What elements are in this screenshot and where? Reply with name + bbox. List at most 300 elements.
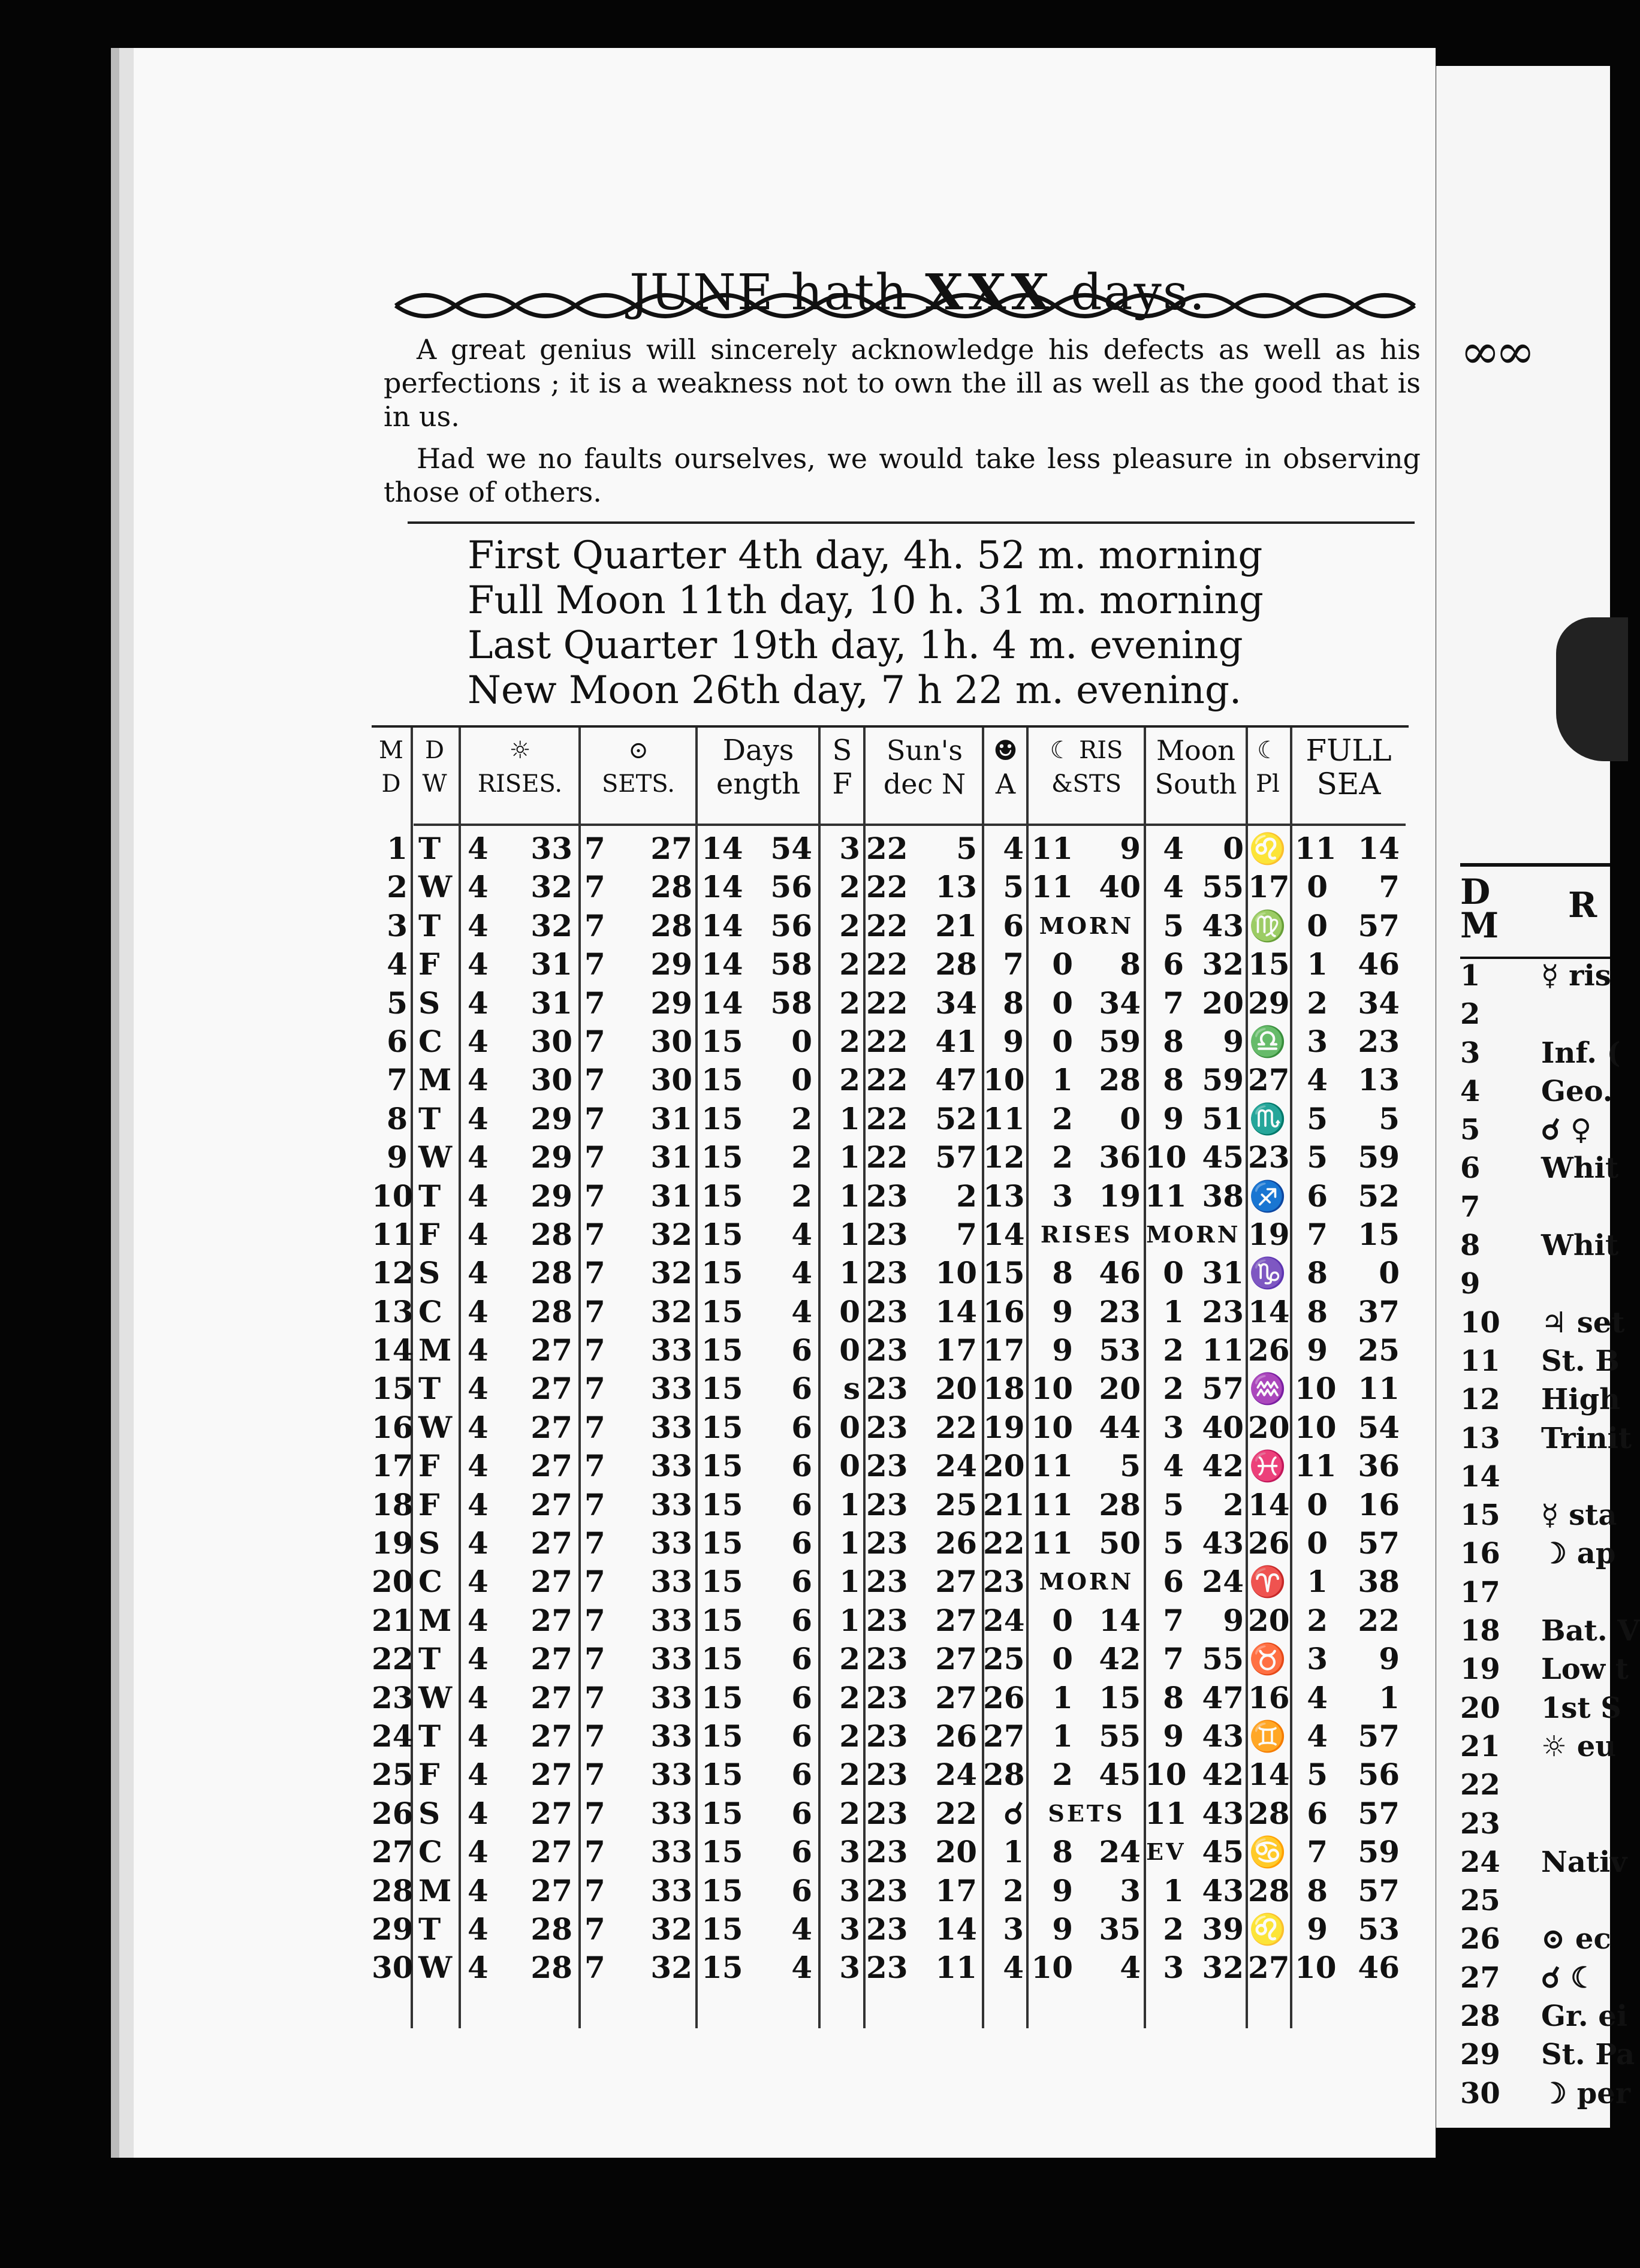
cell-rm: 31 [530,985,572,1021]
cell-rm: 29 [530,1178,572,1214]
cell-sf: 3 [839,831,860,866]
cell-mh: 11 [1031,1448,1073,1484]
cell-sh: 7 [584,1062,605,1098]
cell-dmn: 24 [935,1757,977,1793]
cell-dw: T [418,1718,441,1754]
cell-sf: 1 [839,1216,860,1252]
cell-mm: 4 [1120,1950,1141,1986]
cell-som: 43 [1202,1525,1244,1561]
cell-mm: 15 [1099,1679,1141,1715]
cell-moon-label: RISES [1040,1220,1133,1248]
cell-dh: 15 [701,1486,743,1522]
cell-dd: 23 [866,1718,908,1754]
cell-rh: 4 [468,1679,489,1715]
cell-sm: 33 [650,1525,692,1561]
cell-rm: 27 [530,1409,572,1445]
cell-dw: T [418,831,441,866]
cell-fh: 2 [1307,1602,1328,1638]
cell-dmn: 24 [935,1448,977,1484]
cell-dh: 15 [701,1178,743,1214]
cell-fm: 57 [1358,1872,1400,1908]
cell-dw: W [418,1679,453,1715]
cell-mm: 9 [1120,831,1141,866]
cell-fh: 4 [1307,1062,1328,1098]
facing-row-day: 5 [1460,1113,1481,1147]
cell-dmn: 25 [935,1486,977,1522]
cell-dw: C [418,1293,442,1329]
cell-dd: 22 [866,907,908,943]
facing-row-text: ⊙ ec [1541,1922,1611,1956]
facing-row [1460,1576,1610,1614]
cell-rh: 4 [468,946,489,982]
facing-row [1460,1036,1621,1075]
cell-sh: 7 [584,946,605,982]
cell-age: 2 [1003,1872,1024,1908]
ornament-icon: ∞∞ [1460,324,1531,379]
cell-sm: 28 [650,869,692,905]
cell-som: 0 [1223,831,1244,866]
cell-som: 57 [1202,1371,1244,1407]
cell-mm: 53 [1099,1332,1141,1368]
cell-fm: 7 [1379,869,1400,905]
cell-mh: 9 [1052,1332,1073,1368]
moon-phase-last-quarter: Last Quarter 19th day, 1h. 4 m. evening [468,623,1243,668]
cell-dm: 6 [791,1448,812,1484]
table-row [372,1833,1409,1871]
cell-sf: s [843,1371,860,1407]
cell-age: 1 [1003,1834,1024,1870]
header-sun-rises: ☼ RISES. [462,734,578,801]
cell-dmn: 27 [935,1564,977,1600]
cell-som: 9 [1223,1602,1244,1638]
facing-row-day: 19 [1460,1652,1500,1687]
cell-age: 26 [983,1679,1025,1715]
facing-row [1460,1652,1629,1691]
cell-sh: 7 [584,1293,605,1329]
cell-rh: 4 [468,1911,489,1947]
table-row [372,907,1409,945]
crescent-moon-icon: ☾ [1257,737,1279,764]
cell-age: 22 [983,1525,1025,1561]
cell-dh: 15 [701,1448,743,1484]
cell-sf: 2 [839,1641,860,1677]
cell-pl: 16 [1248,1679,1290,1715]
cell-dh: 15 [701,1100,743,1136]
cell-sh: 7 [584,1255,605,1291]
cell-rh: 4 [468,831,489,866]
table-row [372,1486,1409,1524]
cell-dm: 6 [791,1525,812,1561]
cell-som: 59 [1202,1062,1244,1098]
cell-sf: 1 [839,1602,860,1638]
cell-fh: 6 [1307,1795,1328,1831]
cell-fm: 14 [1358,831,1400,866]
facing-row-text: Gr. ei [1541,1999,1628,2034]
cell-rm: 28 [530,1950,572,1986]
table-row [372,1293,1409,1331]
facing-row [1460,1807,1610,1845]
cell-rh: 4 [468,1448,489,1484]
cell-soh: 1 [1163,1293,1184,1329]
cell-soh: 5 [1163,1486,1184,1522]
header-moon-place: ☾ Pl [1247,734,1289,801]
cell-md: 6 [387,1023,408,1059]
cell-moon-label: MORN [1039,1568,1134,1596]
cell-soh: 4 [1163,831,1184,866]
cell-age: 4 [1003,831,1024,866]
cell-sf: 3 [839,1872,860,1908]
cell-som: 23 [1202,1293,1244,1329]
cell-dh: 14 [701,869,743,905]
cell-som: 20 [1202,985,1244,1021]
cell-pl: 29 [1248,985,1290,1021]
cell-sm: 29 [650,946,692,982]
cell-fh: 11 [1295,831,1337,866]
cell-sm: 33 [650,1486,692,1522]
cell-dmn: 5 [956,831,977,866]
cell-dmn: 27 [935,1602,977,1638]
cell-fm: 9 [1379,1641,1400,1677]
cell-rm: 27 [530,1757,572,1793]
cell-fm: 11 [1358,1371,1400,1407]
cell-md: 1 [387,831,408,866]
cell-dw: F [418,946,440,982]
facing-row-text: ☽ per [1541,2076,1631,2110]
cell-dw: W [418,1950,453,1986]
cell-som: 32 [1202,1950,1244,1986]
title-prefix: JUNE hath [629,264,909,321]
cell-pl: ♌ [1249,1911,1287,1947]
table-row [372,1756,1409,1794]
cell-dm: 6 [791,1486,812,1522]
cell-pl: 19 [1248,1216,1290,1252]
cell-sf: 0 [839,1448,860,1484]
cell-som: 55 [1202,869,1244,905]
cell-dm: 58 [770,985,812,1021]
cell-dmn: 22 [935,1409,977,1445]
cell-sf: 1 [839,1486,860,1522]
cell-dh: 15 [701,1564,743,1600]
cell-rm: 32 [530,869,572,905]
cell-mh: 10 [1031,1409,1073,1445]
cell-mm: 8 [1120,946,1141,982]
table-row [372,1949,1409,1987]
table-row [372,1409,1409,1447]
cell-soh: 2 [1163,1371,1184,1407]
facing-row-day: 28 [1460,1999,1500,2034]
cell-soh: 11 [1145,1178,1187,1214]
cell-soh: 6 [1163,1564,1184,1600]
cell-soh: 11 [1145,1795,1187,1831]
facing-row-day: 22 [1460,1768,1500,1802]
facing-row-text: ☿ ris [1541,959,1611,993]
cell-dm: 6 [791,1332,812,1368]
cell-mh: 10 [1031,1371,1073,1407]
cell-rm: 27 [530,1641,572,1677]
cell-mh: 11 [1031,1525,1073,1561]
facing-row-day: 26 [1460,1922,1500,1956]
cell-dmn: 27 [935,1679,977,1715]
cell-md: 14 [372,1332,414,1368]
cell-dh: 15 [701,1062,743,1098]
cell-dd: 23 [866,1795,908,1831]
cell-dm: 0 [791,1023,812,1059]
cell-sh: 7 [584,1795,605,1831]
cell-dmn: 21 [935,907,977,943]
cell-pl: ♈ [1249,1564,1287,1600]
cell-sf: 2 [839,907,860,943]
cell-dm: 2 [791,1139,812,1175]
cell-dd: 22 [866,946,908,982]
cell-dmn: 17 [935,1872,977,1908]
facing-row-day: 25 [1460,1884,1500,1918]
cell-dm: 6 [791,1834,812,1870]
cell-rm: 28 [530,1911,572,1947]
table-row [372,1563,1409,1601]
facing-row [1460,1190,1610,1229]
cell-dh: 15 [701,1216,743,1252]
cell-soh: 3 [1163,1950,1184,1986]
cell-mm: 24 [1099,1834,1141,1870]
facing-row-day: 6 [1460,1151,1481,1186]
cell-md: 13 [372,1293,414,1329]
cell-mh: 11 [1031,869,1073,905]
facing-row [1460,1344,1620,1383]
cell-age: 20 [983,1448,1025,1484]
cell-sm: 28 [650,907,692,943]
cell-rh: 4 [468,1332,489,1368]
cell-dm: 6 [791,1602,812,1638]
cell-dh: 15 [701,1718,743,1754]
cell-age: 12 [983,1139,1025,1175]
cell-md: 24 [372,1718,414,1754]
cell-fh: 8 [1307,1293,1328,1329]
cell-fm: 53 [1358,1911,1400,1947]
cell-som: 32 [1202,946,1244,982]
cell-pl: ♍ [1249,907,1287,943]
cell-md: 8 [387,1100,408,1136]
cell-md: 18 [372,1486,414,1522]
cell-dmn: 20 [935,1834,977,1870]
cell-mh: 1 [1052,1062,1073,1098]
cell-dd: 23 [866,1679,908,1715]
cell-age: 25 [983,1641,1025,1677]
table-row [372,1640,1409,1678]
cell-fm: 52 [1358,1178,1400,1214]
cell-som: 11 [1202,1332,1244,1368]
table-row [372,984,1409,1023]
cell-sh: 7 [584,1564,605,1600]
cell-dmn: 22 [935,1795,977,1831]
cell-fm: 36 [1358,1448,1400,1484]
cell-mm: 5 [1120,1448,1141,1484]
facing-row [1460,997,1610,1036]
cell-sm: 33 [650,1641,692,1677]
cell-dmn: 26 [935,1718,977,1754]
moon-icon: ☻ [993,734,1018,767]
divider [408,521,1415,524]
cell-sm: 33 [650,1409,692,1445]
cell-rh: 4 [468,1139,489,1175]
facing-row [1460,1305,1625,1344]
cell-dmn: 27 [935,1641,977,1677]
cell-sh: 7 [584,869,605,905]
cell-pl: 27 [1248,1950,1290,1986]
cell-dm: 6 [791,1409,812,1445]
cell-mh: 9 [1052,1293,1073,1329]
cell-rh: 4 [468,1062,489,1098]
cell-dd: 23 [866,1409,908,1445]
cell-dh: 15 [701,1602,743,1638]
cell-sf: 1 [839,1564,860,1600]
facing-row-day: 15 [1460,1498,1500,1533]
cell-dw: T [418,1178,441,1214]
cell-sf: 3 [839,1950,860,1986]
cell-rh: 4 [468,1178,489,1214]
cell-dm: 2 [791,1178,812,1214]
cell-sf: 2 [839,869,860,905]
cell-dm: 4 [791,1216,812,1252]
facing-row [1460,1691,1621,1730]
cell-dd: 23 [866,1602,908,1638]
facing-row [1460,1074,1613,1113]
cell-md: 28 [372,1872,414,1908]
cell-mm: 34 [1099,985,1141,1021]
cell-sf: 2 [839,1023,860,1059]
cell-rm: 27 [530,1872,572,1908]
cell-md: 4 [387,946,408,982]
cell-pl: ♊ [1249,1718,1287,1754]
cell-dw: M [418,1062,452,1098]
cell-pl: ♏ [1249,1100,1287,1136]
cell-sf: 3 [839,1911,860,1947]
cell-fm: 54 [1358,1409,1400,1445]
cell-fh: 9 [1307,1911,1328,1947]
sun-icon: ☼ [509,737,531,764]
cell-dm: 4 [791,1950,812,1986]
cell-pl: ♋ [1249,1834,1287,1870]
cell-sm: 33 [650,1564,692,1600]
cell-mh: 0 [1052,985,1073,1021]
cell-fh: 0 [1307,1525,1328,1561]
cell-dm: 6 [791,1757,812,1793]
facing-row-text: ☌ ☾ [1541,1961,1596,1995]
cell-fh: 5 [1307,1757,1328,1793]
cell-sm: 33 [650,1332,692,1368]
cell-dw: C [418,1023,442,1059]
facing-row-day: 11 [1460,1344,1500,1378]
cell-fh: 5 [1307,1139,1328,1175]
cell-dd: 23 [866,1641,908,1677]
facing-row-text: ☼ eu [1541,1729,1617,1763]
cell-rh: 4 [468,1718,489,1754]
cell-dd: 23 [866,1293,908,1329]
cell-south-label: EV [1146,1838,1186,1866]
cell-rm: 27 [530,1332,572,1368]
cell-rm: 32 [530,907,572,943]
cell-md: 16 [372,1409,414,1445]
cell-soh: 10 [1145,1757,1187,1793]
cell-dm: 6 [791,1641,812,1677]
facing-row [1460,1113,1610,1151]
cell-dw: M [418,1602,452,1638]
cell-fh: 10 [1295,1950,1337,1986]
header-moon-age: ☻ A [983,734,1028,801]
cell-mm: 23 [1099,1293,1141,1329]
cell-sf: 2 [839,1757,860,1793]
facing-row-day: 17 [1460,1575,1500,1609]
cell-pl: ♑ [1249,1255,1287,1291]
cell-dw: F [418,1486,440,1522]
cell-pl: ♌ [1249,831,1287,866]
facing-row [1460,1884,1610,1922]
cell-mm: 46 [1099,1255,1141,1291]
facing-header-d: D [1460,871,1491,912]
cell-mm: 0 [1120,1100,1141,1136]
cell-dw: T [418,1911,441,1947]
cell-md: 23 [372,1679,414,1715]
facing-row-day: 20 [1460,1691,1500,1725]
cell-mh: 2 [1052,1757,1073,1793]
cell-sm: 33 [650,1795,692,1831]
cell-fh: 8 [1307,1872,1328,1908]
cell-md: 27 [372,1834,414,1870]
cell-md: 19 [372,1525,414,1561]
facing-row-day: 29 [1460,2038,1500,2072]
cell-fm: 22 [1358,1602,1400,1638]
cell-dd: 22 [866,1100,908,1136]
cell-pl: 15 [1248,946,1290,982]
cell-age: 13 [983,1178,1025,1214]
facing-row [1460,1229,1619,1267]
cell-sm: 33 [650,1679,692,1715]
cell-sf: 3 [839,1834,860,1870]
cell-rh: 4 [468,1255,489,1291]
cell-dd: 23 [866,1911,908,1947]
facing-row-day: 14 [1460,1459,1500,1494]
cell-som: 45 [1202,1834,1244,1870]
cell-rh: 4 [468,1834,489,1870]
table-row [372,1023,1409,1061]
cell-sf: 2 [839,1062,860,1098]
cell-md: 21 [372,1602,414,1638]
cell-age: 17 [983,1332,1025,1368]
cell-sf: 2 [839,1679,860,1715]
cell-dd: 23 [866,1332,908,1368]
facing-row-day: 18 [1460,1614,1500,1648]
epigraph-paragraph-1: A great genius will sincerely acknowledge his defects as well as his perfections ; it is a weakness not to own the ill as well as the good that is in us. [384,333,1421,433]
cell-dd: 22 [866,831,908,866]
cell-dd: 23 [866,1255,908,1291]
cell-pl: 14 [1248,1757,1290,1793]
cell-dm: 56 [770,869,812,905]
cell-rm: 27 [530,1486,572,1522]
cell-dd: 23 [866,1371,908,1407]
cell-sf: 2 [839,946,860,982]
cell-sm: 32 [650,1950,692,1986]
cell-dm: 6 [791,1679,812,1715]
cell-rm: 27 [530,1795,572,1831]
cell-dmn: 41 [935,1023,977,1059]
cell-dw: S [418,1795,441,1831]
cell-rh: 4 [468,1641,489,1677]
cell-rm: 28 [530,1255,572,1291]
cell-soh: 7 [1163,985,1184,1021]
cell-age: 19 [983,1409,1025,1445]
cell-sf: 2 [839,985,860,1021]
cell-fh: 2 [1307,985,1328,1021]
facing-row-day: 8 [1460,1229,1481,1263]
